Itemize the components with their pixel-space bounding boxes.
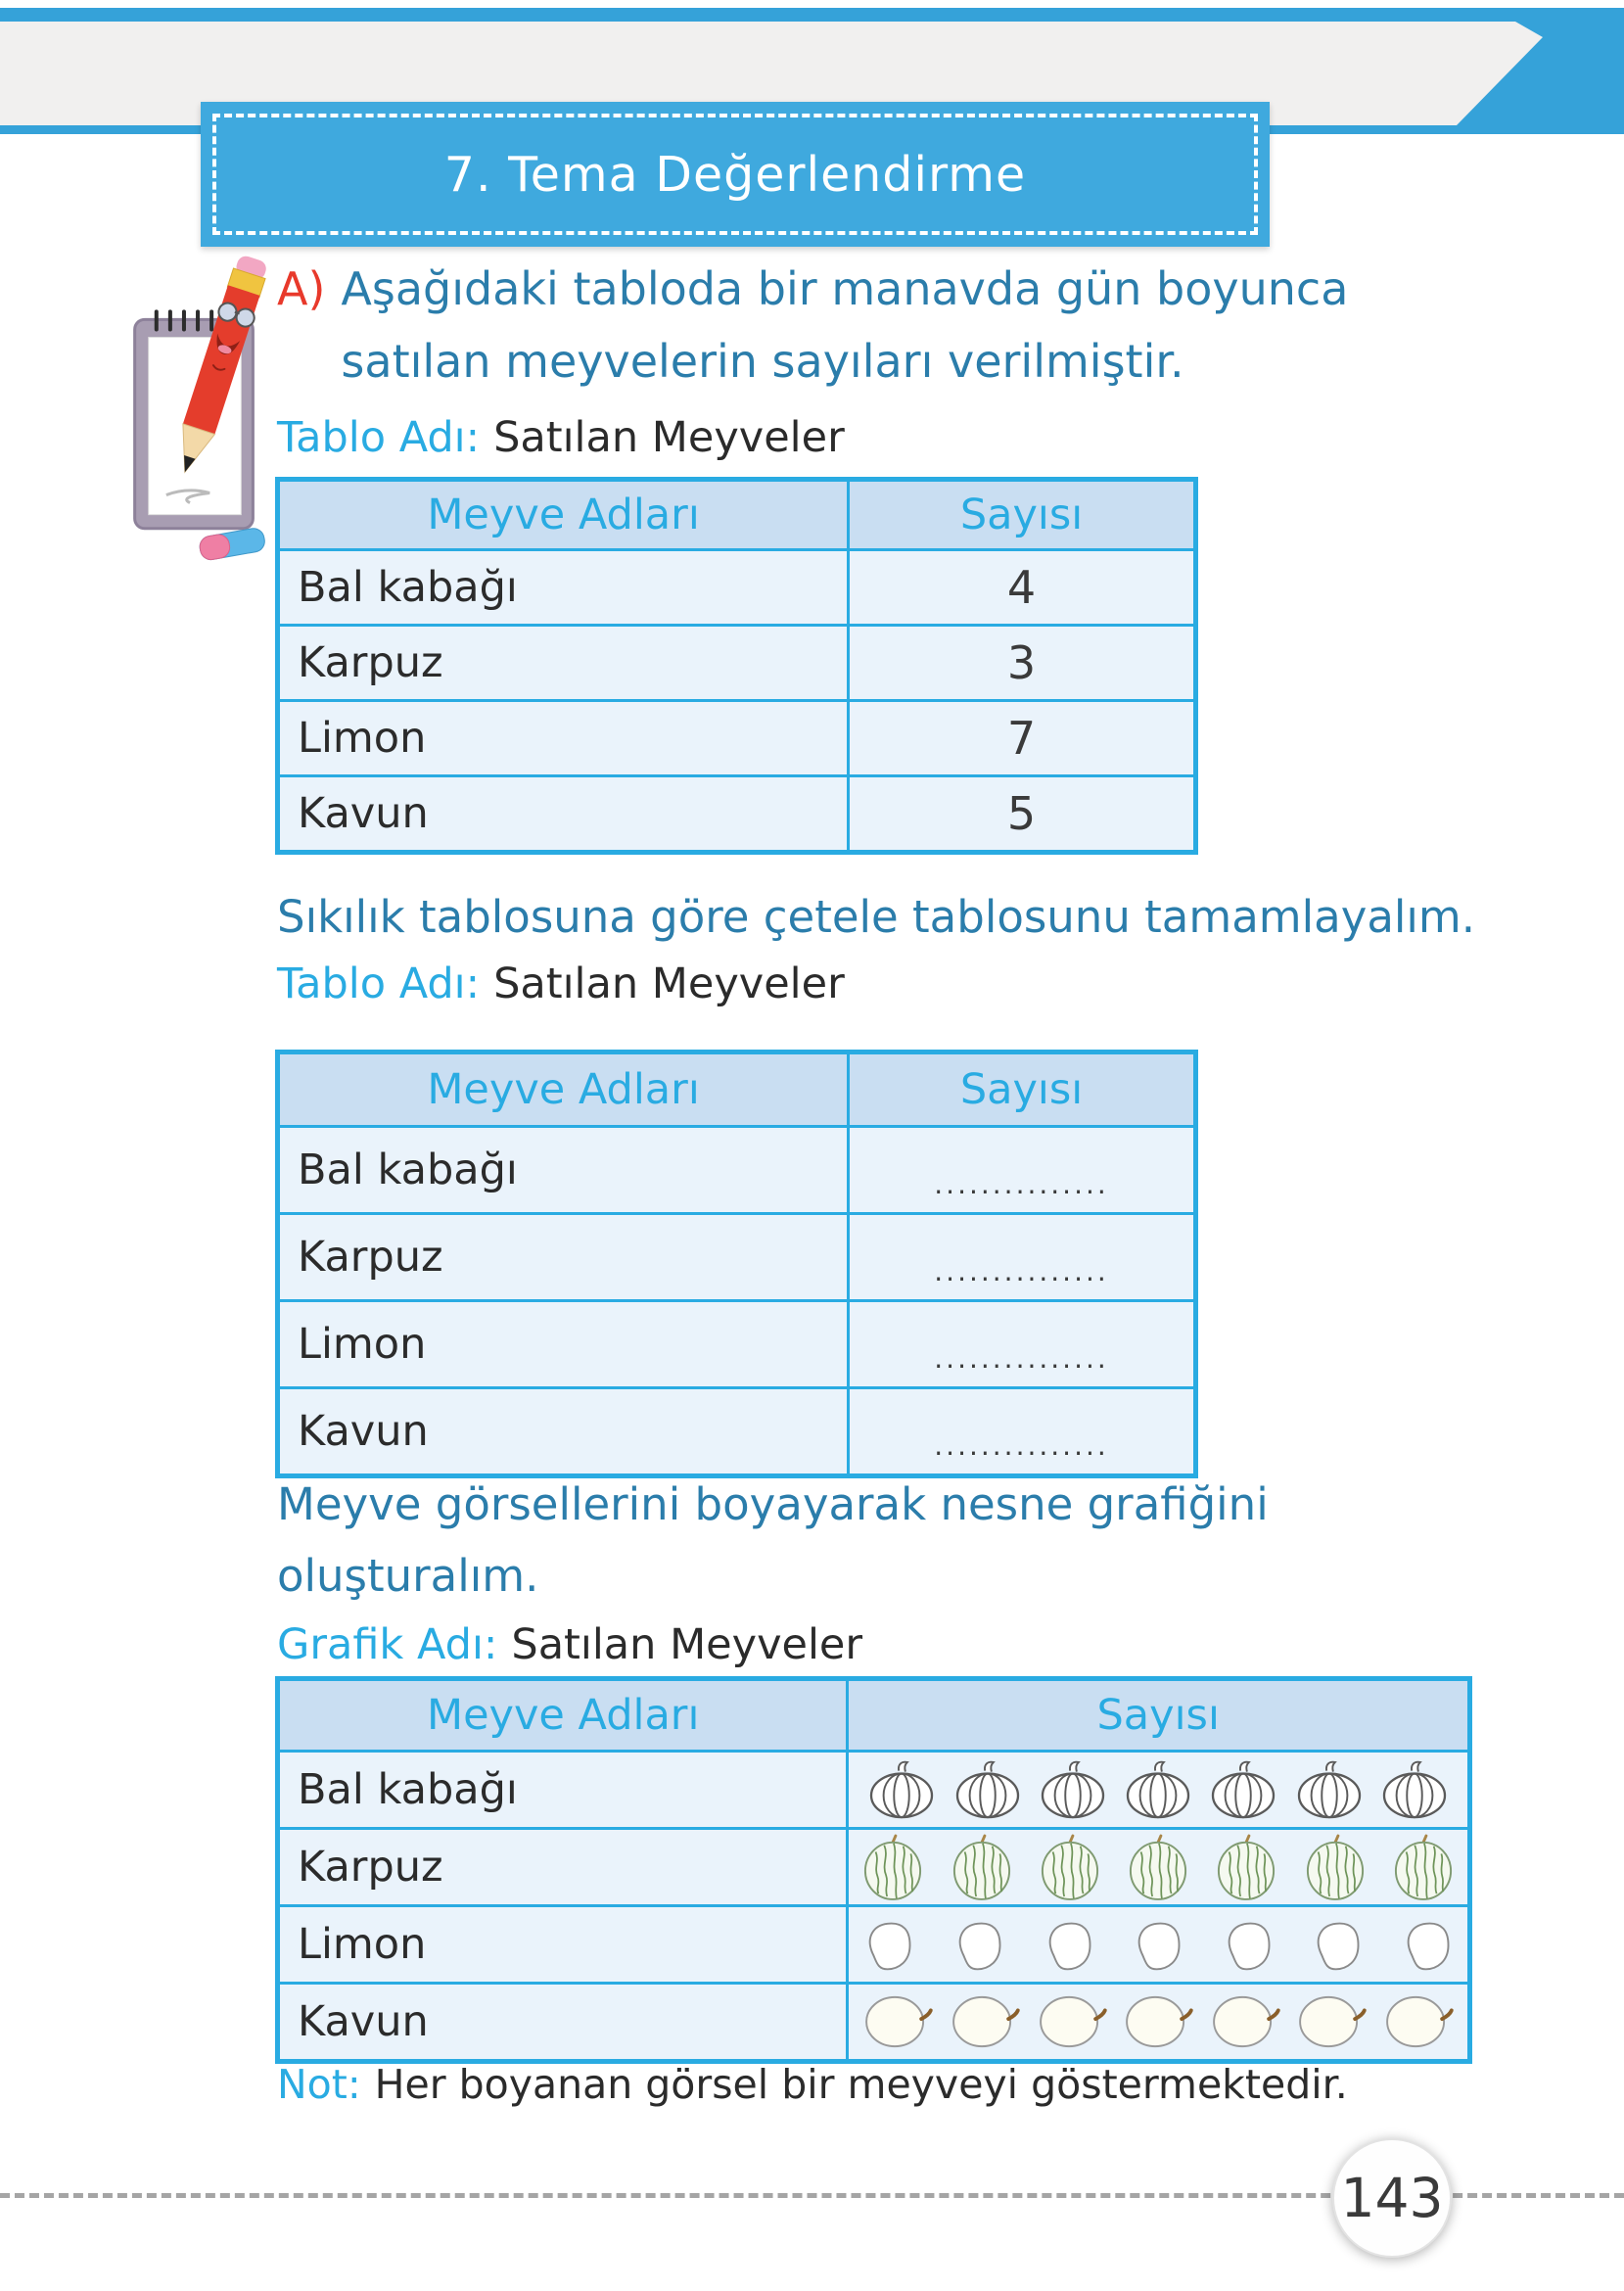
- note-text: Her boyanan görsel bir meyveyi göstermektedir.: [374, 2061, 1348, 2108]
- count-cell: 4: [849, 550, 1196, 626]
- table-row: [278, 1906, 1470, 1984]
- count-cell: 3: [849, 626, 1196, 701]
- frequency-table-body: [278, 480, 1196, 853]
- theme-title-box: [201, 102, 1270, 247]
- table-name-label: Tablo Adı:: [277, 959, 481, 1008]
- fruit-name-cell: Limon: [278, 1301, 849, 1388]
- pumpkin-icon[interactable]: [949, 1759, 1027, 1820]
- lemon-icon[interactable]: [1043, 1916, 1095, 1973]
- table-row: [278, 1829, 1470, 1906]
- answer-dotted-field[interactable]: ...............: [849, 1301, 1196, 1388]
- column-header-count: Sayısı: [849, 480, 1196, 550]
- watermelon-icon[interactable]: [1040, 1833, 1100, 1901]
- object-graph-table: [275, 1676, 1472, 2064]
- instruction-line-2: satılan meyvelerin sayıları verilmiştir.: [341, 335, 1184, 388]
- watermelon-icon[interactable]: [1305, 1833, 1366, 1901]
- lemon-icon[interactable]: [1132, 1916, 1184, 1973]
- table-row: [278, 550, 1196, 626]
- fruit-name-cell: Kavun: [278, 1388, 849, 1476]
- icon-cell: [848, 1752, 1470, 1829]
- graph-instruction-line-2: oluşturalım.: [277, 1550, 539, 1602]
- column-header-fruit: Meyve Adları: [278, 1052, 849, 1127]
- icon-cell: [848, 1984, 1470, 2062]
- fruit-name-cell: Kavun: [278, 1984, 848, 2062]
- object-graph-table-body: [278, 1679, 1470, 2062]
- fruit-name-cell: Limon: [278, 1906, 848, 1984]
- pencil-mascot: [108, 255, 274, 570]
- header-row: [278, 1679, 1470, 1752]
- pumpkin-icon[interactable]: [862, 1759, 941, 1820]
- melon-icon[interactable]: [1037, 1993, 1107, 2050]
- note-line: [277, 2061, 1348, 2108]
- graph-name-value: Satılan Meyveler: [511, 1620, 863, 1669]
- table-row: [278, 626, 1196, 701]
- table-name-value: Satılan Meyveler: [493, 959, 845, 1008]
- table-row: [278, 1984, 1470, 2062]
- lemon-icon[interactable]: [1222, 1916, 1275, 1973]
- page-number: 143: [1340, 2167, 1444, 2229]
- fruit-name-cell: Kavun: [278, 776, 849, 853]
- melon-icon[interactable]: [1210, 1993, 1280, 2050]
- note-label: Not:: [277, 2061, 361, 2108]
- section-a-instruction: [341, 253, 1348, 397]
- pumpkin-icon[interactable]: [1375, 1759, 1454, 1820]
- fruit-name-cell: Karpuz: [278, 1829, 848, 1906]
- lemon-icon[interactable]: [1401, 1916, 1454, 1973]
- frequency-table-name-line: [277, 413, 845, 462]
- section-a: [277, 253, 1452, 397]
- watermelon-icon[interactable]: [1216, 1833, 1276, 1901]
- pumpkin-icon[interactable]: [1290, 1759, 1369, 1820]
- frequency-table: [275, 477, 1198, 855]
- melon-icon[interactable]: [1123, 1993, 1193, 2050]
- melon-icon[interactable]: [1383, 1993, 1454, 2050]
- graph-name-label: Grafik Adı:: [277, 1620, 498, 1669]
- icon-cell: [848, 1829, 1470, 1906]
- instruction-line-1: Aşağıdaki tabloda bir manavda gün boyunca: [341, 262, 1349, 315]
- tally-instruction: Sıkılık tablosuna göre çetele tablosunu tamamlayalım.: [277, 891, 1476, 943]
- table-row: [278, 776, 1196, 853]
- graph-name-line: [277, 1620, 862, 1669]
- watermelon-icon[interactable]: [1128, 1833, 1188, 1901]
- section-a-label: A): [277, 262, 326, 315]
- page-number-badge: [1332, 2138, 1452, 2258]
- header-row: [278, 480, 1196, 550]
- graph-instruction-line-1: Meyve görsellerini boyayarak nesne grafiğini: [277, 1478, 1269, 1530]
- tally-table-body: [278, 1052, 1196, 1476]
- melon-icon[interactable]: [1296, 1993, 1367, 2050]
- table-row: [278, 1301, 1196, 1388]
- tally-table-name-line: [277, 959, 845, 1008]
- table-row: [278, 1388, 1196, 1476]
- watermelon-icon[interactable]: [1393, 1833, 1454, 1901]
- fruit-name-cell: Bal kabağı: [278, 550, 849, 626]
- fruit-name-cell: Karpuz: [278, 626, 849, 701]
- lemon-icon[interactable]: [862, 1916, 915, 1973]
- lemon-icon[interactable]: [952, 1916, 1005, 1973]
- fruit-name-cell: Bal kabağı: [278, 1752, 848, 1829]
- count-cell: 7: [849, 701, 1196, 776]
- answer-dotted-field[interactable]: ...............: [849, 1127, 1196, 1214]
- fruit-name-cell: Bal kabağı: [278, 1127, 849, 1214]
- pumpkin-icon[interactable]: [1034, 1759, 1112, 1820]
- column-header-fruit: Meyve Adları: [278, 1679, 848, 1752]
- fruit-name-cell: Karpuz: [278, 1214, 849, 1301]
- tally-table: [275, 1050, 1198, 1478]
- watermelon-icon[interactable]: [862, 1833, 923, 1901]
- column-header-count: Sayısı: [849, 1052, 1196, 1127]
- pencil-notepad-icon: [108, 255, 274, 570]
- icon-cell: [848, 1906, 1470, 1984]
- count-cell: 5: [849, 776, 1196, 853]
- table-row: [278, 1127, 1196, 1214]
- pumpkin-icon[interactable]: [1204, 1759, 1282, 1820]
- table-name-value: Satılan Meyveler: [493, 413, 845, 462]
- melon-icon[interactable]: [862, 1993, 933, 2050]
- answer-dotted-field[interactable]: ...............: [849, 1388, 1196, 1476]
- column-header-count: Sayısı: [848, 1679, 1470, 1752]
- page-title: 7. Tema Değerlendirme: [443, 146, 1027, 203]
- watermelon-icon[interactable]: [951, 1833, 1012, 1901]
- melon-icon[interactable]: [950, 1993, 1020, 2050]
- fruit-name-cell: Limon: [278, 701, 849, 776]
- table-name-label: Tablo Adı:: [277, 413, 481, 462]
- table-row: [278, 701, 1196, 776]
- answer-dotted-field[interactable]: ...............: [849, 1214, 1196, 1301]
- pumpkin-icon[interactable]: [1119, 1759, 1197, 1820]
- header-row: [278, 1052, 1196, 1127]
- lemon-icon[interactable]: [1311, 1916, 1364, 1973]
- column-header-fruit: Meyve Adları: [278, 480, 849, 550]
- table-row: [278, 1214, 1196, 1301]
- graph-instruction: [277, 1469, 1269, 1612]
- table-row: [278, 1752, 1470, 1829]
